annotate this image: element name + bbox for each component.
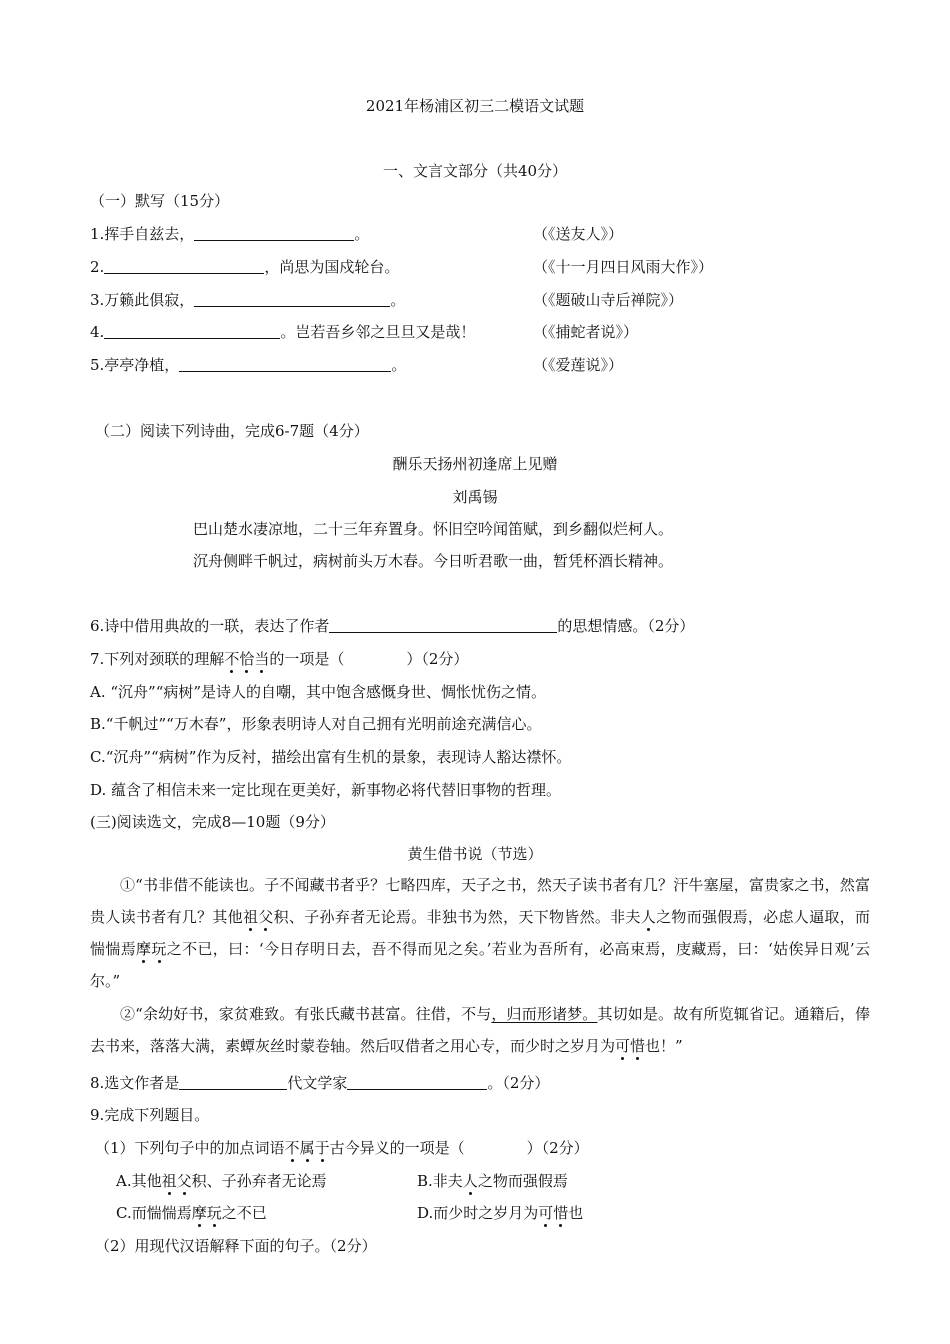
question-text: 古今异义的一项是（ [329, 1139, 465, 1157]
passage-paragraph-2 [90, 998, 870, 1062]
choice-text: A.其他 [116, 1172, 162, 1190]
poem-author: 刘禹锡 [452, 488, 498, 506]
answer-blank[interactable] [194, 225, 354, 241]
choice-text: 之物而强假焉 [477, 1172, 568, 1190]
emphasis-char: 祖 [161, 1172, 177, 1190]
emphasis-char: 摩 [136, 940, 152, 958]
option-a: A. “沉舟”“病树”是诗人的自嘲，其中饱含感慨身世、惆怅忧伤之情。 [90, 683, 547, 701]
choice-text: 之不已 [221, 1204, 267, 1222]
underlined-sentence: ，归而形诸梦。 [491, 1005, 598, 1023]
question-text: 的思想情感。（2分） [557, 617, 695, 635]
question-text: 的一项是（ [269, 650, 345, 668]
emphasis-char: 人 [640, 908, 657, 926]
answer-blank[interactable] [194, 291, 390, 307]
passage-text: 也！” [645, 1037, 683, 1055]
question-7 [90, 648, 468, 669]
emphasis-char: 人 [462, 1172, 478, 1190]
emphasis-char: 当 [254, 650, 270, 668]
emphasis-char: 不 [224, 650, 240, 668]
question-text: 。（2分） [487, 1074, 550, 1092]
question-9-2: （2）用现代汉语解释下面的句子。（2分） [95, 1237, 377, 1255]
section-heading: 一、文言文部分（共40分） [382, 162, 568, 180]
dictation-text: 。 [391, 356, 407, 374]
dictation-item-2 [90, 256, 399, 277]
choice-a [116, 1170, 327, 1191]
option-c: C.“沉舟”“病树”作为反衬，描绘出富有生机的景象，表现诗人豁达襟怀。 [90, 748, 572, 766]
emphasis-char: 惜 [630, 1037, 646, 1055]
emphasis-char: 属 [299, 1139, 315, 1157]
question-text: （1）下列句子中的加点词语 [95, 1139, 285, 1157]
poem-line-1: 巴山楚水凄凉地，二十三年弃置身。怀旧空吟闻笛赋，到乡翻似烂柯人。 [193, 520, 674, 538]
dictation-source: （《捕蛇者说》） [533, 323, 639, 341]
part2-heading: （二）阅读下列诗曲，完成6-7题（4分） [95, 422, 369, 440]
answer-blank[interactable] [179, 1074, 287, 1090]
question-8 [90, 1072, 549, 1093]
part1-heading: （一）默写（15分） [90, 192, 230, 210]
dictation-text: 3.万籁此俱寂， [90, 291, 195, 309]
dictation-text: 4. [90, 323, 105, 341]
text-title: 黄生借书说（节选） [407, 845, 543, 863]
dictation-item-1 [90, 223, 369, 244]
choice-text: 也 [568, 1204, 584, 1222]
dictation-source: （《题破山寺后禅院》） [533, 291, 684, 309]
poem-title: 酬乐天扬州初逢席上见赠 [392, 455, 558, 473]
passage-text: 积、子孙弃者无论焉。非独书为然，天下物皆然。非夫 [273, 908, 641, 926]
dictation-text: 2. [90, 258, 105, 276]
answer-blank[interactable] [104, 258, 264, 274]
choice-text: B.非夫 [417, 1172, 463, 1190]
question-text: 代文学家 [287, 1074, 348, 1092]
question-9: 9.完成下列题目。 [90, 1106, 210, 1124]
emphasis-char: 玩 [151, 940, 167, 958]
emphasis-char: 可 [538, 1204, 554, 1222]
passage-text: 之不已，曰：‘今日存明日去，吾不得而见之矣。’若业为吾所有，必高束焉，庋藏焉，曰：‘姑俟异日观’云尔。” [90, 940, 870, 990]
choice-d [417, 1202, 583, 1223]
choice-c [116, 1202, 267, 1223]
dictation-text: ，尚思为国戍轮台。 [264, 258, 400, 276]
passage-text: 之物而强假焉，必虑人逼取，而惴惴焉 [90, 908, 870, 958]
choice-text: D.而少时之岁月为 [417, 1204, 539, 1222]
choice-text: C.而惴惴焉 [116, 1204, 192, 1222]
dictation-source: （《送友人》） [533, 225, 624, 243]
poem-line-2: 沉舟侧畔千帆过，病树前头万木春。今日听君歌一曲，暂凭杯酒长精神。 [193, 552, 674, 570]
emphasis-char: 于 [314, 1139, 330, 1157]
dictation-text: 。 [390, 291, 406, 309]
question-6 [90, 615, 694, 636]
emphasis-char: 祖 [242, 908, 259, 926]
emphasis-char: 可 [615, 1037, 631, 1055]
answer-blank[interactable] [329, 617, 557, 633]
answer-blank[interactable] [179, 356, 391, 372]
dictation-source: （《十一月四日风雨大作》） [533, 258, 714, 276]
choice-b [417, 1170, 568, 1191]
dictation-text: 。 [354, 225, 370, 243]
option-b: B.“千帆过”“万木春”，形象表明诗人对自己拥有光明前途充满信心。 [90, 715, 542, 733]
emphasis-char: 父 [176, 1172, 192, 1190]
dictation-text: 1.挥手自兹去， [90, 225, 195, 243]
question-text: 7.下列对颈联的理解 [90, 650, 225, 668]
question-text: ）（2分） [526, 1139, 589, 1157]
question-text: ）（2分） [406, 650, 469, 668]
emphasis-char: 不 [284, 1139, 300, 1157]
option-d: D. 蕴含了相信未来一定比现在更美好，新事物必将代替旧事物的哲理。 [90, 781, 562, 799]
answer-blank[interactable] [347, 1074, 487, 1090]
dictation-text: 。岂若吾乡邻之旦旦又是哉！ [280, 323, 476, 341]
passage-text: 其切如是。故有所览辄省记。通籍后，俸去书来，落落大满，素蟫灰丝时蒙卷轴。然后叹借者之用心专，而少时之岁月为 [90, 1005, 870, 1055]
emphasis-char: 玩 [206, 1204, 222, 1222]
passage-text: ②“余幼好书，家贫难致。有张氏藏书甚富。往借，不与 [120, 1005, 492, 1023]
emphasis-char: 惜 [553, 1204, 569, 1222]
part3-heading: (三)阅读选文，完成8—10题（9分） [90, 813, 335, 831]
choice-text: 积、子孙弃者无论焉 [191, 1172, 327, 1190]
question-text: 8.选文作者是 [90, 1074, 180, 1092]
emphasis-char: 父 [258, 908, 274, 926]
doc-title: 2021年杨浦区初三二模语文试题 [365, 97, 585, 115]
dictation-item-4 [90, 321, 475, 342]
passage-text: ①“书非借不能读也。子不闻藏书者乎？七略四库，天子之书，然天子读书者有几？汗牛塞屋，富贵家之书，然富贵人读书者有几？其他 [90, 876, 870, 926]
emphasis-char: 恰 [239, 650, 255, 668]
dictation-item-5 [90, 354, 406, 375]
passage-paragraph-1 [90, 869, 870, 997]
emphasis-char: 摩 [191, 1204, 207, 1222]
question-9-1 [95, 1137, 589, 1158]
question-text: 6.诗中借用典故的一联，表达了作者 [90, 617, 330, 635]
answer-blank[interactable] [104, 323, 280, 339]
dictation-source: （《爱莲说》） [533, 356, 624, 374]
dictation-item-3 [90, 289, 405, 310]
dictation-text: 5.亭亭净植， [90, 356, 180, 374]
